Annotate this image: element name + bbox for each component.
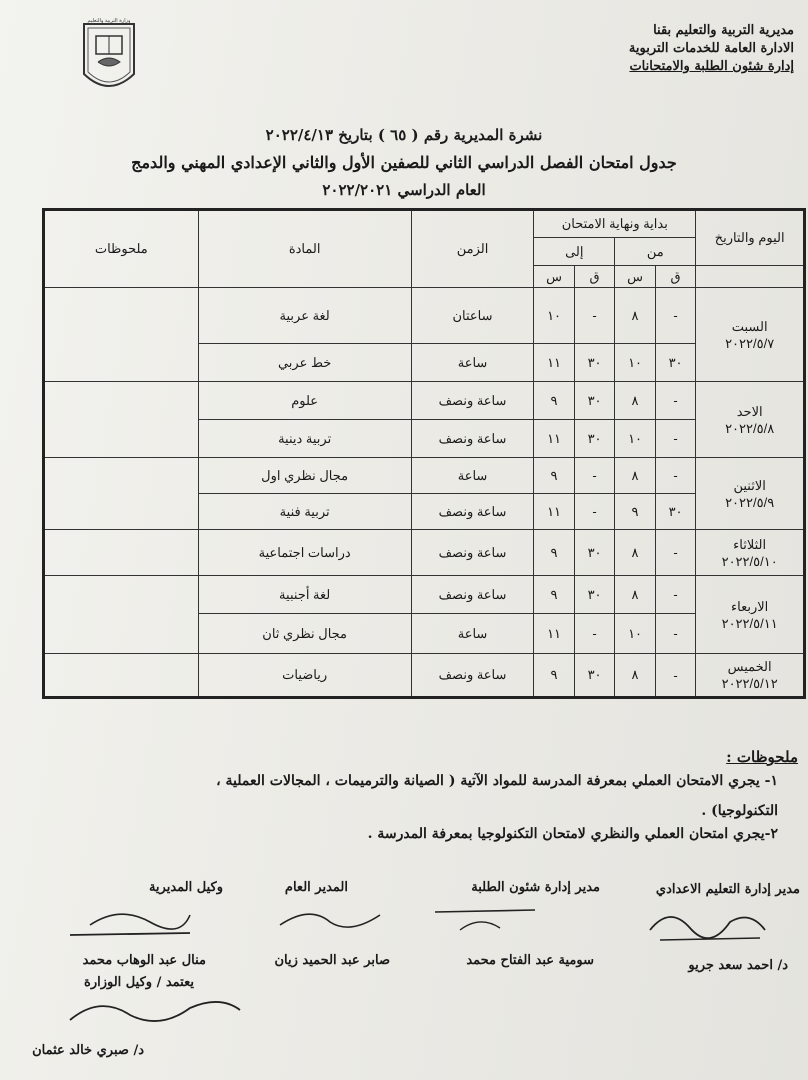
exam-schedule-table [42,208,806,699]
cell-subject: تربية دينية [198,420,411,458]
cell-from-q: - [655,420,696,458]
cell-duration: ساعة [411,458,534,494]
day-date: ٢٠٢٢/٥/١٢ [721,676,778,691]
header-day-blank [696,266,805,288]
cell-from-q: - [655,614,696,654]
cell-subject: تربية فنية [198,494,411,530]
day-name: الثلاثاء [733,536,767,552]
day-cell-tuesday [696,530,805,576]
header-notes: ملحوظات [44,210,199,288]
cell-notes [44,530,199,576]
day-cell-monday [696,458,805,530]
cell-from-s: ٩ [615,494,656,530]
header-day: اليوم والتاريخ [696,210,805,266]
approval-line: يعتمد / وكيل الوزارة [84,975,194,990]
cell-to-s: ١١ [534,494,575,530]
cell-duration: ساعة [411,614,534,654]
day-date: ٢٠٢٢/٥/٨ [725,420,775,436]
header-from: من [615,238,696,266]
day-cell-saturday [696,288,805,382]
cell-subject: مجال نظري ثان [198,614,411,654]
header-duration: الزمن [411,210,534,288]
cell-to-s: ٩ [534,654,575,698]
cell-from-q: - [655,382,696,420]
cell-from-q: - [655,458,696,494]
signature-mark-minister [60,990,250,1035]
cell-from-s: ١٠ [615,420,656,458]
header-line-2: الادارة العامة للخدمات التربوية [628,41,794,56]
cell-subject: دراسات اجتماعية [198,530,411,576]
day-name: السبت [731,318,768,334]
day-date: ٢٠٢٢/٥/١٠ [721,553,778,569]
cell-from-q: - [655,530,696,576]
sig-name-4: منال عبد الوهاب محمد [82,953,206,968]
academic-year: العام الدراسي ٢٠٢٢/٢٠٢١ [322,181,486,199]
header-to: إلى [534,238,615,266]
day-cell-thursday [696,654,805,698]
header-authority [574,22,794,76]
cell-duration: ساعة ونصف [411,420,534,458]
cell-from-q: ٣٠ [655,344,696,382]
cell-from-q: - [655,576,696,614]
cell-to-q: ٣٠ [574,576,615,614]
header-subject: المادة [198,210,411,288]
cell-from-s: ٨ [615,654,656,698]
cell-to-s: ٩ [534,382,575,420]
day-name: الاحد [736,403,763,419]
day-date: ٢٠٢٢/٥/١١ [721,615,778,631]
sig-title-3: المدير العام [284,880,348,895]
day-cell-sunday [696,382,805,458]
day-date: ٢٠٢٢/٥/٩ [725,494,775,510]
header-line-1: مديرية التربية والتعليم بقنا [653,23,794,38]
cell-to-q: ٣٠ [574,530,615,576]
cell-to-s: ٩ [534,576,575,614]
cell-to-s: ١١ [534,344,575,382]
cell-notes [44,288,199,382]
signature-mark-3 [270,900,390,940]
note-1-continued: التكنولوجيا) . [701,803,778,819]
note-2: ٢-يجري امتحان العملي والنظري لامتحان التكنولوجيا بمعرفة المدرسة . [367,826,778,842]
header-line-3: إدارة شئون الطلبة والامتحانات [629,59,794,74]
signature-mark-1 [640,900,780,950]
cell-duration: ساعة [411,344,534,382]
cell-duration: ساعة ونصف [411,530,534,576]
day-name: الاثنين [733,477,766,493]
note-1: ١- يجري الامتحان العملي بمعرفة المدرسة للمواد الآتية ( الصيانة والترميمات ، المجالات العملية ، [216,773,778,789]
cell-from-s: ٨ [615,382,656,420]
cell-duration: ساعة ونصف [411,494,534,530]
day-cell-wednesday [696,576,805,654]
svg-text:وزارة التربية والتعليم: وزارة التربية والتعليم [87,18,131,24]
cell-from-s: ٨ [615,530,656,576]
cell-duration: ساعة ونصف [411,654,534,698]
header-from-s: س [615,266,656,288]
signature-mark-2 [430,900,540,940]
cell-to-s: ٩ [534,458,575,494]
cell-from-s: ١٠ [615,614,656,654]
notes-title: ملحوظات : [726,748,798,766]
cell-duration: ساعة ونصف [411,576,534,614]
sig-name-2: سومية عبد الفتاح محمد [466,953,594,968]
cell-to-q: ٣٠ [574,654,615,698]
header-to-s: س [534,266,575,288]
day-name: الخميس [727,659,772,674]
cell-notes [44,654,199,698]
cell-duration: ساعتان [411,288,534,344]
sig-name-1: د/ احمد سعد جريو [688,958,788,973]
cell-from-q: - [655,288,696,344]
cell-from-s: ٨ [615,288,656,344]
minister-name: د/ صبري خالد عثمان [32,1043,144,1058]
bulletin-line: نشرة المديرية رقم ( ٦٥ ) بتاريخ ٢٠٢٢/٤/١٣ [265,126,543,144]
sig-name-3: صابر عبد الحميد زيان [274,953,390,968]
signature-mark-4 [60,900,200,945]
cell-subject: لغة أجنبية [198,576,411,614]
schedule-title: جدول امتحان الفصل الدراسي الثاني للصفين الأول والثاني الإعدادي المهني والدمج [131,153,677,172]
cell-to-q: ٣٠ [574,344,615,382]
header-from-q: ق [655,266,696,288]
cell-subject: علوم [198,382,411,420]
notes-section [8,748,798,842]
cell-subject: خط عربي [198,344,411,382]
cell-to-s: ١٠ [534,288,575,344]
cell-from-q: - [655,654,696,698]
cell-duration: ساعة ونصف [411,382,534,420]
cell-subject: لغة عربية [198,288,411,344]
header-start-end: بداية ونهاية الامتحان [534,210,696,238]
cell-from-s: ١٠ [615,344,656,382]
sig-title-1: مدير إدارة التعليم الاعدادي [655,882,800,897]
cell-to-q: - [574,614,615,654]
cell-subject: رياضيات [198,654,411,698]
cell-notes [44,382,199,458]
cell-from-q: ٣٠ [655,494,696,530]
cell-to-q: - [574,458,615,494]
header-to-q: ق [574,266,615,288]
cell-to-q: ٣٠ [574,382,615,420]
ministry-logo [76,14,142,100]
cell-to-q: - [574,494,615,530]
cell-notes [44,576,199,654]
cell-to-s: ١١ [534,420,575,458]
sig-title-2: مدير إدارة شئون الطلبة [471,880,600,895]
day-name: الاربعاء [731,598,769,614]
cell-from-s: ٨ [615,576,656,614]
cell-to-s: ١١ [534,614,575,654]
cell-to-q: - [574,288,615,344]
cell-to-q: ٣٠ [574,420,615,458]
cell-to-s: ٩ [534,530,575,576]
day-date: ٢٠٢٢/٥/٧ [725,335,775,351]
sig-title-4: وكيل المديرية [148,880,223,895]
cell-from-s: ٨ [615,458,656,494]
cell-notes [44,458,199,530]
cell-subject: مجال نظري اول [198,458,411,494]
